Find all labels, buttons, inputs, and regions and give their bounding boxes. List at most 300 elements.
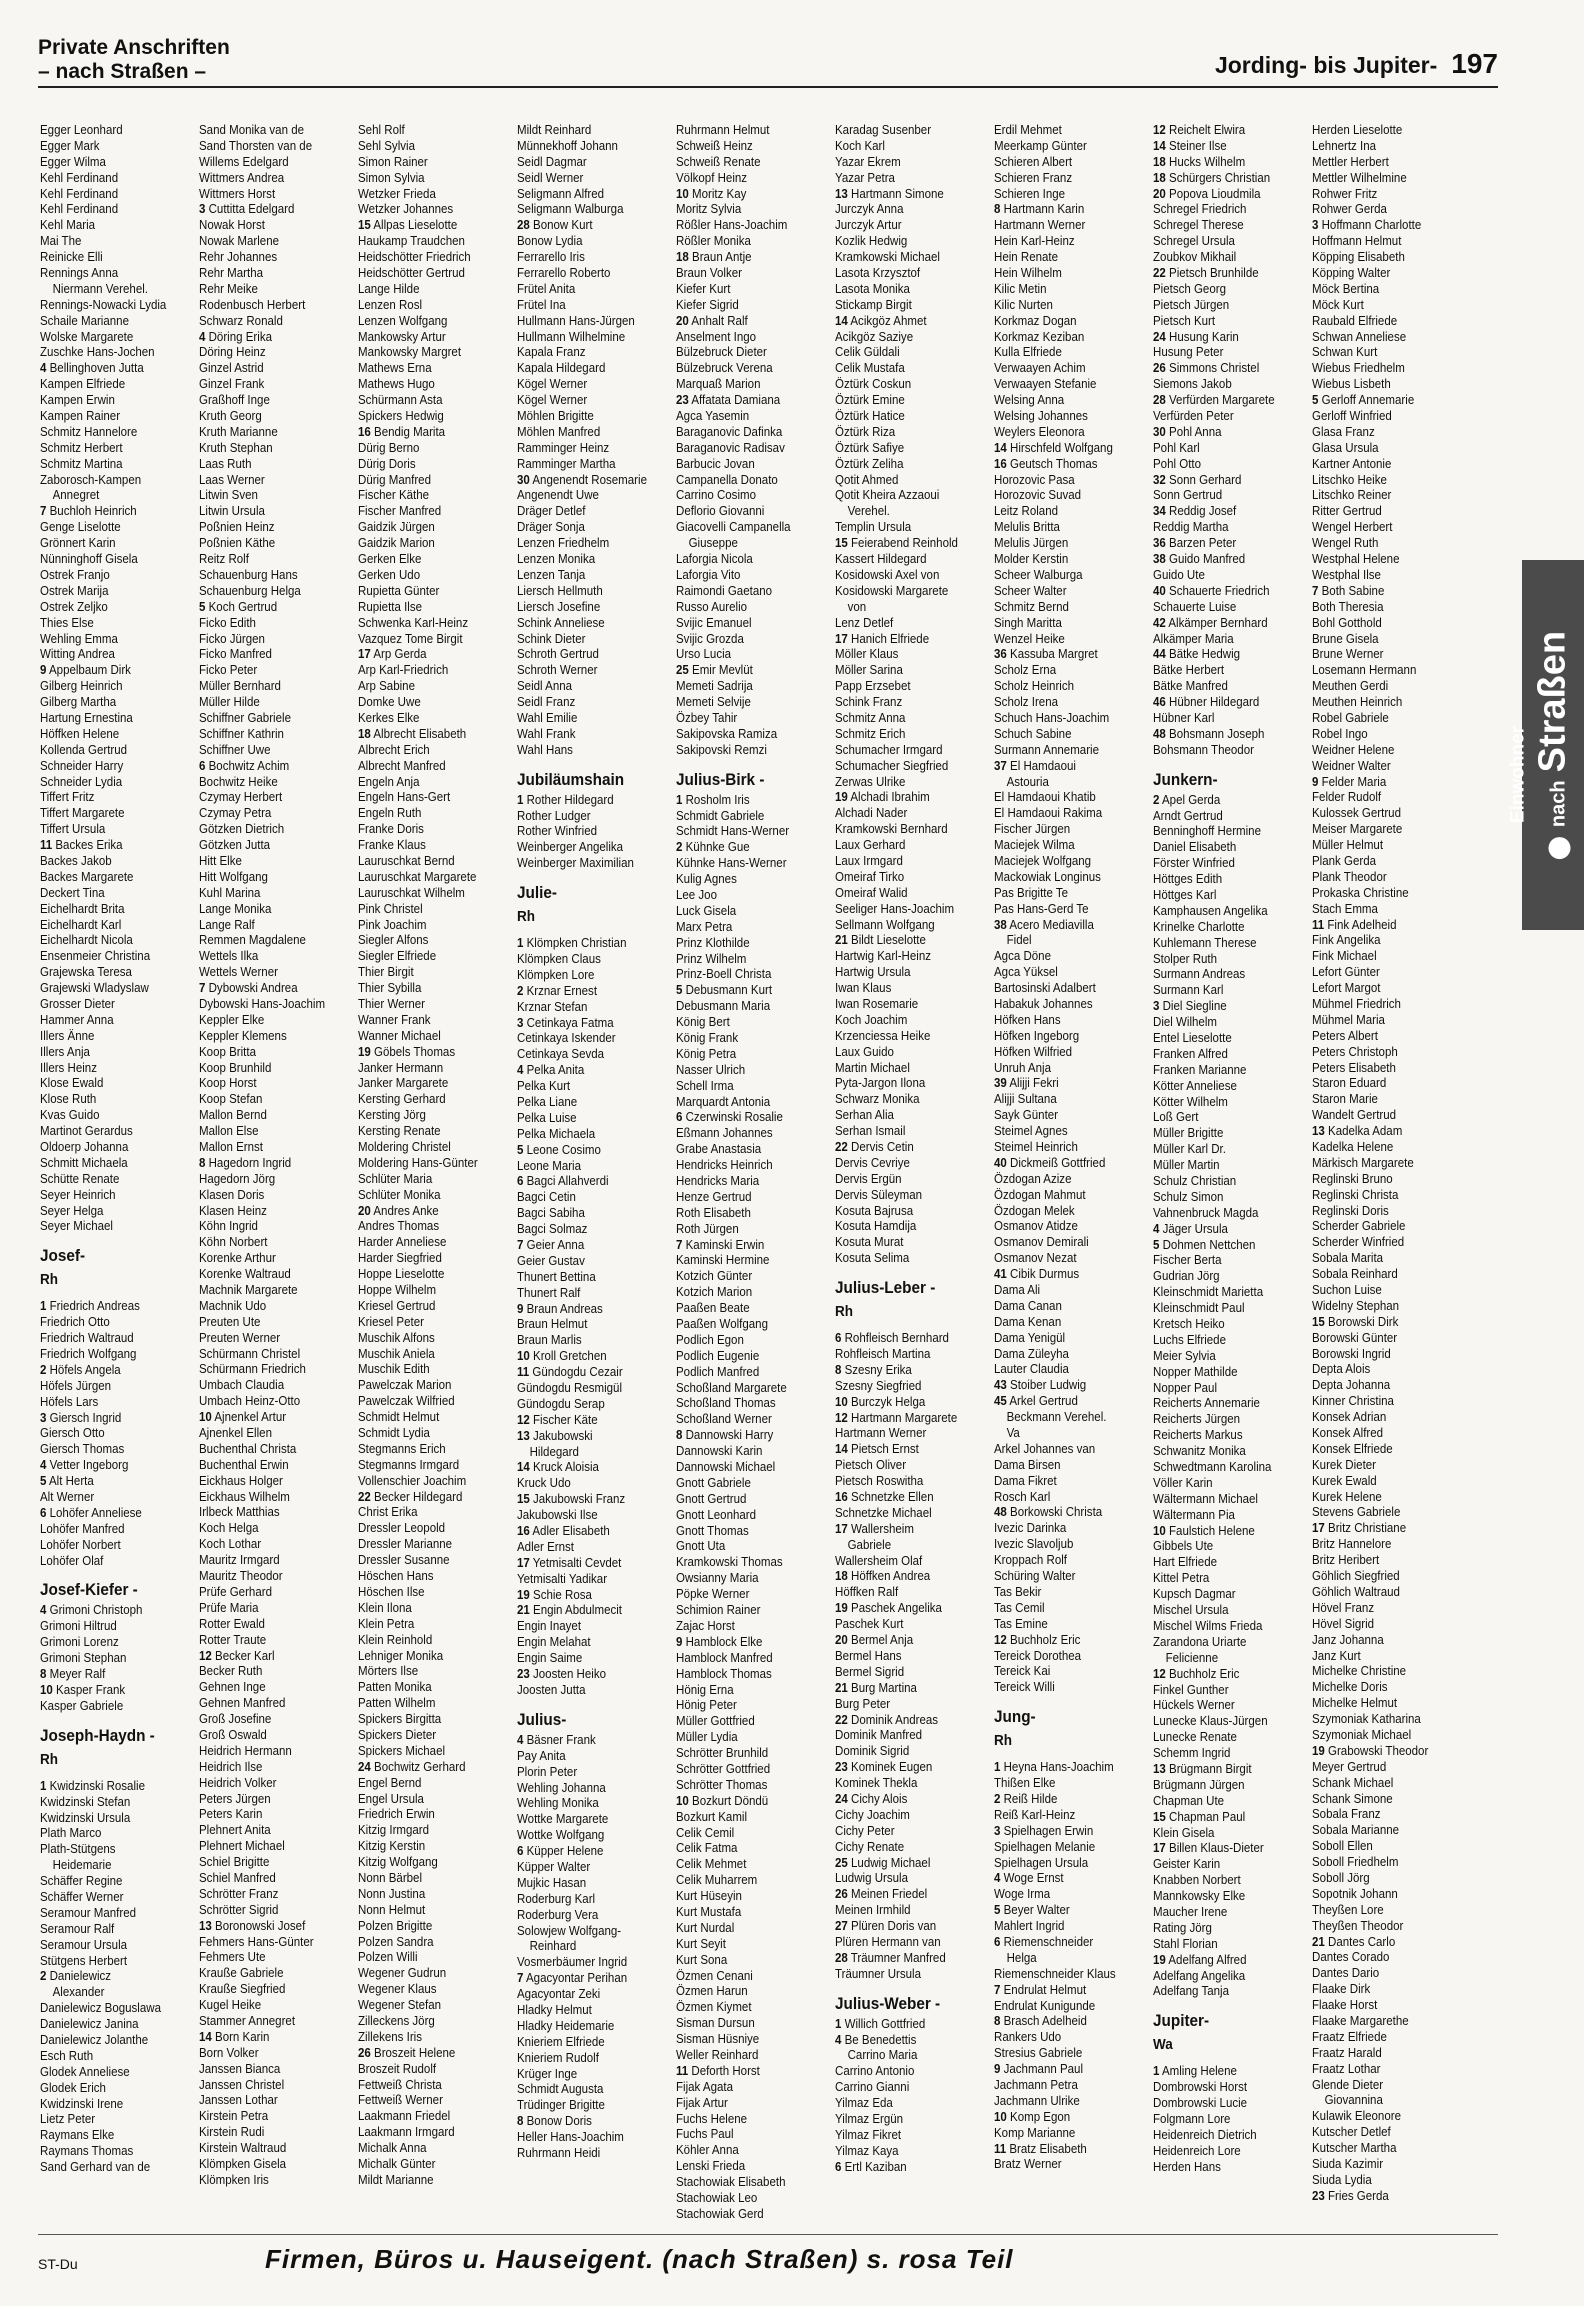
resident-entry: Friedrich Wolfgang [40,1346,137,1362]
resident-entry: Völler Karin [1153,1474,1213,1490]
resident-entry: 26 Broszeit Helene [358,2044,456,2060]
directory-column [199,122,342,2192]
resident-entry: 18 Braun Antje [676,249,752,265]
resident-entry: Kulla Elfriede [994,344,1062,360]
resident-entry: Heidrich Hermann [199,1742,292,1758]
resident-entry: Koch Helga [199,1520,259,1536]
resident-entry: El Hamdaoui Khatib [994,789,1096,805]
resident-entry: Trüdinger Brigitte [517,2097,605,2113]
resident-entry: Willems Edelgard [199,153,289,169]
resident-entry: Lunecke Klaus-Jürgen [1153,1713,1268,1729]
house-number: 40 [994,1154,1007,1170]
resident-entry: Kuhl Marina [199,884,261,900]
house-number: 8 [994,2013,1001,2029]
resident-entry: Wottke Wolfgang [517,1827,605,1843]
resident-entry: Backes Jakob [40,852,112,868]
resident-entry: Keppler Elke [199,1011,265,1027]
resident-entry: Ostrek Zeljko [40,598,108,614]
resident-entry: Qotit Ahmed [835,471,899,487]
resident-entry: Lohöfer Norbert [40,1536,121,1552]
resident-entry: Öztürk Coskun [835,376,912,392]
resident-entry: Sehl Sylvia [358,137,415,153]
entry-continuation: Fidel [1006,932,1032,948]
resident-entry: Reicherts Markus [1153,1427,1243,1443]
resident-entry: Liersch Josefine [517,598,601,614]
resident-entry: 7 Geier Anna [517,1237,585,1252]
entry-continuation: Giovannina [1324,2092,1383,2108]
resident-entry: Melulis Jürgen [994,535,1069,551]
resident-entry: Bagci Solmaz [517,1221,588,1237]
resident-entry: Szymoniak Michael [1312,1726,1412,1742]
resident-entry: 1 Heyna Hans-Joachim [994,1759,1114,1775]
side-tab-dot [1548,837,1570,859]
resident-entry: Kulawik Eleonore [1312,2108,1402,2124]
resident-entry: Wegener Stefan [358,1997,442,2013]
resident-entry: Kassert Hildegard [835,551,927,567]
resident-entry: Weylers Eleonora [994,423,1085,439]
resident-entry: 15 Allpas Lieselotte [358,217,458,233]
resident-entry: 20 Bermel Anja [835,1632,914,1648]
resident-entry: Spickers Birgitta [358,1711,442,1727]
resident-entry: Hullmann Wilhelmine [517,328,626,344]
resident-entry: Kwidzinski Irene [40,2095,124,2111]
resident-entry: Raymans Elke [40,2127,115,2143]
resident-entry: Russo Aurelio [676,598,748,614]
resident-entry: Siemons Jakob [1153,376,1232,392]
resident-entry: Lenski Frieda [676,2158,746,2174]
resident-entry: Märkisch Margarete [1312,1154,1414,1170]
house-number: 7 [199,980,206,996]
resident-entry: Engin Melahat [517,1634,591,1650]
resident-entry: 10 Faulstich Helene [1153,1522,1255,1538]
street-heading: Josef-Kiefer - [40,1580,138,1600]
resident-entry: Paaßen Wolfgang [676,1316,768,1332]
resident-entry: Weinberger Angelika [517,839,624,855]
resident-entry: Pelka Liane [517,1093,578,1109]
resident-entry: Schmitz Bernd [994,598,1069,614]
footer-note: Firmen, Büros u. Hauseigent. (nach Straßen) s. rosa Teil [265,2244,1014,2274]
resident-entry: Celik Cemil [676,1824,735,1840]
resident-entry: Zajac Horst [676,1617,735,1633]
resident-entry: Krüger Inge [517,2065,578,2081]
resident-entry: Yazar Petra [835,169,895,185]
resident-entry: Laas Werner [199,471,265,487]
resident-entry: Koop Stefan [199,1091,263,1107]
resident-entry: Fehmers Ute [199,1949,266,1965]
entry-continuation: Hildegard [529,1443,579,1459]
resident-entry: Reicherts Jürgen [1153,1411,1241,1427]
street-heading: Josef- [40,1246,86,1266]
resident-entry: Kapala Franz [517,344,586,360]
resident-entry: Vollenschier Joachim [358,1472,467,1488]
resident-entry: Hückels Werner [1153,1697,1235,1713]
resident-entry: Özmen Cenani [676,1967,753,1983]
resident-entry: Nonn Bärbel [358,1869,423,1885]
resident-entry: 26 Meinen Friedel [835,1886,928,1902]
resident-entry: Mischel Wilms Frieda [1153,1617,1263,1633]
resident-entry: Kitzig Irmgard [358,1822,430,1838]
resident-entry: Pas Brigitte Te [994,884,1069,900]
resident-entry: Wahl Hans [517,741,573,757]
resident-entry: Seyer Heinrich [40,1186,116,1202]
resident-entry: Nonn Helmut [358,1901,426,1917]
resident-entry: Mujkic Hasan [517,1874,587,1890]
entry-continuation: Beckmann Verehel. [1006,1409,1107,1425]
resident-entry: Christ Erika [358,1504,418,1520]
resident-entry: Giacovelli Campanella [676,519,791,535]
house-number: 22 [835,1711,848,1727]
resident-entry: Papp Erzsebet [835,678,911,694]
resident-entry: Felder Rudolf [1312,789,1382,805]
resident-entry: 16 Geutsch Thomas [994,455,1098,471]
resident-entry: 34 Reddig Josef [1153,503,1237,519]
resident-entry: 20 Anhalt Ralf [676,312,748,328]
resident-entry: Klasen Doris [199,1186,265,1202]
resident-entry: Thier Werner [358,995,425,1011]
resident-entry: Simon Sylvia [358,169,425,185]
resident-entry: Laux Guido [835,1043,894,1059]
house-number: 4 [40,1457,47,1473]
house-number: 2 [1153,791,1160,807]
house-number: 17 [1153,1840,1166,1856]
resident-entry: Schank Michael [1312,1774,1394,1790]
resident-entry: Danielewicz Janina [40,2016,139,2032]
resident-entry: Schrötter Sigrid [199,1901,279,1917]
resident-entry: Urso Lucia [676,646,732,662]
resident-entry: Schmitz Martina [40,455,123,471]
resident-entry: Giersch Otto [40,1425,105,1441]
resident-entry: Widelny Stephan [1312,1297,1400,1313]
resident-entry: Egger Leonhard [40,122,123,137]
resident-entry: Britz Hannelore [1312,1536,1392,1552]
resident-entry: Hövel Sigrid [1312,1615,1375,1631]
resident-entry: Fink Michael [1312,948,1377,964]
resident-entry: Koop Horst [199,1075,257,1091]
resident-entry: Hartmann Werner [994,217,1086,233]
resident-entry: Plorin Peter [517,1763,578,1779]
resident-entry: Völkopf Heinz [676,169,748,185]
resident-entry: Flaake Dirk [1312,1981,1371,1997]
entry-continuation: Va [1006,1425,1020,1441]
resident-entry: Dürig Doris [358,455,416,471]
resident-entry: Mettler Wilhelmine [1312,169,1407,185]
resident-entry: Hönig Erna [676,1681,734,1697]
resident-entry: Kupsch Dagmar [1153,1586,1236,1602]
resident-entry: Müller Lydia [676,1729,738,1745]
resident-entry: 48 Borkowski Christa [994,1504,1103,1520]
resident-entry: 12 Buchholz Eric [1153,1665,1240,1681]
resident-entry: Umbach Claudia [199,1377,285,1393]
house-number: 3 [1312,217,1319,233]
entry-continuation: Reinhard [529,1938,577,1954]
resident-entry: Albrecht Erich [358,741,430,757]
resident-entry: Stammer Annegret [199,2012,296,2028]
resident-entry: Egger Wilma [40,153,106,169]
house-number: 6 [199,757,206,773]
resident-entry: Arp Karl-Friedrich [358,662,449,678]
resident-entry: Kaminski Hermine [676,1252,770,1268]
resident-entry: Brügmann Jürgen [1153,1776,1245,1792]
house-number: 3 [199,201,206,217]
resident-entry: 9 Hamblock Elke [676,1633,763,1649]
resident-entry: Rohwer Gerda [1312,201,1387,217]
resident-entry: Korkmaz Keziban [994,328,1085,344]
resident-entry: Rodenbusch Herbert [199,296,306,312]
resident-entry: Schwan Anneliese [1312,328,1407,344]
resident-entry: 8 Bonow Doris [517,2113,592,2129]
resident-entry: Meyer Gertrud [1312,1758,1387,1774]
resident-entry: Rohwer Fritz [1312,185,1378,201]
resident-entry: 21 Dantes Carlo [1312,1933,1396,1949]
resident-entry: Mannkowsky Elke [1153,1888,1246,1904]
resident-entry: 9 Braun Andreas [517,1300,603,1316]
house-number: 28 [517,217,530,233]
house-number: 15 [358,217,371,233]
resident-entry: Seidl Anna [517,678,573,694]
resident-entry: 16 Bendig Marita [358,423,446,439]
resident-entry: Prinz Klothilde [676,934,750,950]
house-number: 6 [835,2158,842,2174]
resident-entry: Illers Anja [40,1043,90,1059]
resident-entry: 46 Hübner Hildegard [1153,694,1260,710]
resident-entry: Müller Hilde [199,694,260,710]
resident-entry: Bätke Manfred [1153,678,1228,694]
resident-entry: Krznar Stefan [517,998,588,1014]
resident-entry: Gerloff Winfried [1312,408,1392,424]
resident-entry: Singh Maritta [994,614,1062,630]
resident-entry: Kroppach Rolf [994,1552,1067,1568]
resident-entry: Kugel Heike [199,1997,262,2013]
resident-entry: Illers Heinz [40,1059,97,1075]
resident-entry: Sobala Franz [1312,1806,1381,1822]
resident-entry: Michelke Doris [1312,1679,1388,1695]
resident-entry: Baraganovic Dafinka [676,423,783,439]
resident-entry: Cichy Joachim [835,1806,910,1822]
resident-entry: Kutscher Detlef [1312,2124,1391,2140]
resident-entry: Nopper Mathilde [1153,1363,1238,1379]
house-number: 14 [994,439,1007,455]
resident-entry: Erdil Mehmet [994,122,1062,137]
district-code: Wa [1153,2036,1173,2054]
resident-entry: Jakubowski Ilse [517,1507,598,1523]
resident-entry: 39 Alijji Fekri [994,1075,1059,1091]
resident-entry: Hendricks Maria [676,1173,760,1188]
resident-entry: Yazar Ekrem [835,153,901,169]
resident-entry: Schieren Franz [994,169,1073,185]
resident-entry: Höfken Hans [994,1011,1061,1027]
resident-entry: Özdogan Azize [994,1170,1072,1186]
resident-entry: Buchenthal Erwin [199,1456,289,1472]
resident-entry: Danielewicz Jolanthe [40,2031,149,2047]
resident-entry: Geister Karin [1153,1856,1221,1872]
resident-entry: 1 Kwidzinski Rosalie [40,1777,145,1793]
resident-entry: Theyßen Theodor [1312,1917,1404,1933]
house-number: 2 [676,839,683,855]
resident-entry: Wanner Michael [358,1027,441,1043]
entry-continuation: Helga [1006,1949,1037,1965]
house-number: 23 [517,1666,530,1682]
resident-entry: Cichy Renate [835,1838,905,1854]
resident-entry: Gilberg Martha [40,694,117,710]
house-number: 7 [1312,582,1319,598]
resident-entry: Hövel Franz [1312,1599,1375,1615]
resident-entry: Fettweiß Christa [358,2076,442,2092]
resident-entry: 40 Schauerte Friedrich [1153,582,1270,598]
resident-entry: Harder Anneliese [358,1234,447,1250]
resident-entry: 26 Simmons Christel [1153,360,1260,376]
resident-entry: Patten Monika [358,1679,432,1695]
house-number: 6 [676,1109,683,1125]
resident-entry: Grimoni Stephan [40,1650,127,1666]
street-heading: Junkern- [1153,769,1218,789]
resident-entry: Benninghoff Hermine [1153,823,1261,839]
resident-entry: 20 Popova Lioudmila [1153,185,1261,201]
resident-entry: Höffken Ralf [835,1584,899,1600]
house-number: 18 [1153,169,1166,185]
resident-entry: Theyßen Lore [1312,1901,1384,1917]
resident-entry: Eichelhardt Brita [40,900,125,916]
house-number: 12 [1153,1665,1166,1681]
resident-entry: Komp Marianne [994,2124,1076,2140]
resident-entry: Fischer Manfred [358,503,442,519]
resident-entry: Rotter Traute [199,1631,267,1647]
resident-entry: Kittel Petra [1153,1570,1210,1586]
resident-entry: Wiebus Friedhelm [1312,360,1405,376]
resident-entry: 8 Brasch Adelheid [994,2013,1087,2029]
resident-entry: Klömpken Claus [517,950,601,966]
resident-entry: Groß Oswald [199,1726,267,1742]
resident-entry: Kögel Werner [517,392,588,408]
resident-entry: Grönnert Karin [40,535,116,551]
resident-entry: Muschik Edith [358,1361,430,1377]
resident-entry: 1 Amling Helene [1153,2063,1237,2079]
resident-entry: Braun Marlis [517,1332,582,1348]
house-number: 10 [1153,1522,1166,1538]
resident-entry: 5 Alt Herta [40,1473,94,1489]
resident-entry: 6 Ertl Kaziban [835,2158,907,2174]
house-number: 19 [1312,1742,1325,1758]
resident-entry: Kruth Marianne [199,423,278,439]
resident-entry: Janssen Christel [199,2076,285,2092]
resident-entry: Dräger Detlef [517,503,586,519]
resident-entry: 44 Bätke Hedwig [1153,646,1241,662]
resident-entry: Frütel Anita [517,280,576,296]
resident-entry: Rehr Meike [199,280,258,296]
resident-entry: Lefort Margot [1312,980,1381,996]
resident-entry: Kötter Wilhelm [1153,1093,1228,1109]
resident-entry: Bohl Gotthold [1312,614,1382,630]
house-number: 1 [835,2015,842,2031]
side-tab-label [1507,630,1575,859]
resident-entry: Surmann Annemarie [994,741,1100,757]
resident-entry: 4 Vetter Ingeborg [40,1457,129,1473]
house-number: 1 [40,1298,47,1314]
directory-columns [40,122,1470,2221]
resident-entry: Kretsch Heiko [1153,1316,1225,1332]
resident-entry: Plehnert Anita [199,1822,271,1838]
resident-entry: Höfels Jürgen [40,1377,112,1393]
resident-entry: Seligmann Alfred [517,185,605,201]
resident-entry: 19 Alchadi Ibrahim [835,789,930,805]
resident-entry: Kilic Nurten [994,296,1053,312]
resident-entry: Schregel Ursula [1153,233,1235,249]
resident-entry: Giersch Thomas [40,1441,125,1457]
resident-entry: Ficko Peter [199,662,258,678]
house-number: 11 [40,837,53,853]
house-number: 21 [835,932,848,948]
resident-entry: Ritter Gertrud [1312,503,1382,519]
resident-entry: Ludwig Ursula [835,1870,908,1886]
entry-continuation: Carrino Maria [847,2047,918,2063]
resident-entry: Krinelke Charlotte [1153,918,1245,934]
resident-entry: Poßnien Käthe [199,535,276,551]
house-number: 16 [835,1489,848,1505]
resident-entry: Glende Dieter [1312,2076,1384,2092]
resident-entry: Peters Elisabeth [1312,1059,1396,1075]
resident-entry: Kühnke Hans-Werner [676,855,787,871]
resident-entry: Lasota Krzysztof [835,265,921,281]
resident-entry: Schmidt Lydia [358,1425,430,1441]
directory-column [676,122,819,2221]
resident-entry: Nünninghoff Gisela [40,551,138,567]
resident-entry: Kersting Jörg [358,1107,426,1123]
resident-entry: Schieren Albert [994,153,1073,169]
resident-entry: Kartner Antonie [1312,455,1392,471]
house-number: 36 [994,646,1007,662]
resident-entry: Yetmisalti Yadikar [517,1570,608,1586]
resident-entry: Osmanov Demirali [994,1234,1089,1250]
resident-entry: Celik Mustafa [835,360,905,376]
resident-entry: Fraatz Harald [1312,2044,1382,2060]
directory-column [1153,122,1296,2192]
resident-entry: Owsianny Maria [676,1570,759,1586]
resident-entry: Sonn Gertrud [1153,487,1223,503]
resident-entry: 13 Hartmann Simone [835,185,944,201]
resident-entry: Stach Emma [1312,900,1378,916]
resident-entry: 36 Kassuba Margret [994,646,1098,662]
district-code: Rh [517,908,535,926]
resident-entry: Rother Winfried [517,823,598,839]
footer-code: ST-Du [38,2256,78,2272]
resident-entry: Raymans Thomas [40,2143,134,2159]
resident-entry: Gnott Thomas [676,1522,749,1538]
resident-entry: Muschik Alfons [358,1329,435,1345]
resident-entry: Cichy Peter [835,1822,895,1838]
resident-entry: Czymay Herbert [199,789,283,805]
resident-entry: 19 Göbels Thomas [358,1043,456,1059]
house-number: 10 [199,1409,212,1425]
resident-entry: Kampen Erwin [40,392,115,408]
resident-entry: 4 Bellinghoven Jutta [40,360,144,376]
resident-entry: Dombrowski Horst [1153,2079,1248,2095]
resident-entry: Kersting Renate [358,1123,441,1139]
resident-entry: 21 Bildt Lieselotte [835,932,926,948]
resident-entry: Finkel Gunther [1153,1681,1229,1697]
resident-entry: Lauter Claudia [994,1361,1069,1377]
resident-entry: Reicherts Annemarie [1153,1395,1260,1411]
resident-entry: 24 Cichy Alois [835,1790,908,1806]
resident-entry: 5 Dohmen Nettchen [1153,1236,1256,1252]
house-number: 10 [676,1792,689,1808]
resident-entry: 4 Jäger Ursula [1153,1220,1228,1236]
resident-entry: Möck Bertina [1312,280,1380,296]
resident-entry: Plath Marco [40,1825,102,1841]
resident-entry: Kramkowski Bernhard [835,821,948,837]
resident-entry: Osmanov Atidze [994,1218,1078,1234]
resident-entry: Schink Franz [835,694,903,710]
resident-entry: Kögel Werner [517,376,588,392]
resident-entry: Lehnertz Ina [1312,137,1377,153]
